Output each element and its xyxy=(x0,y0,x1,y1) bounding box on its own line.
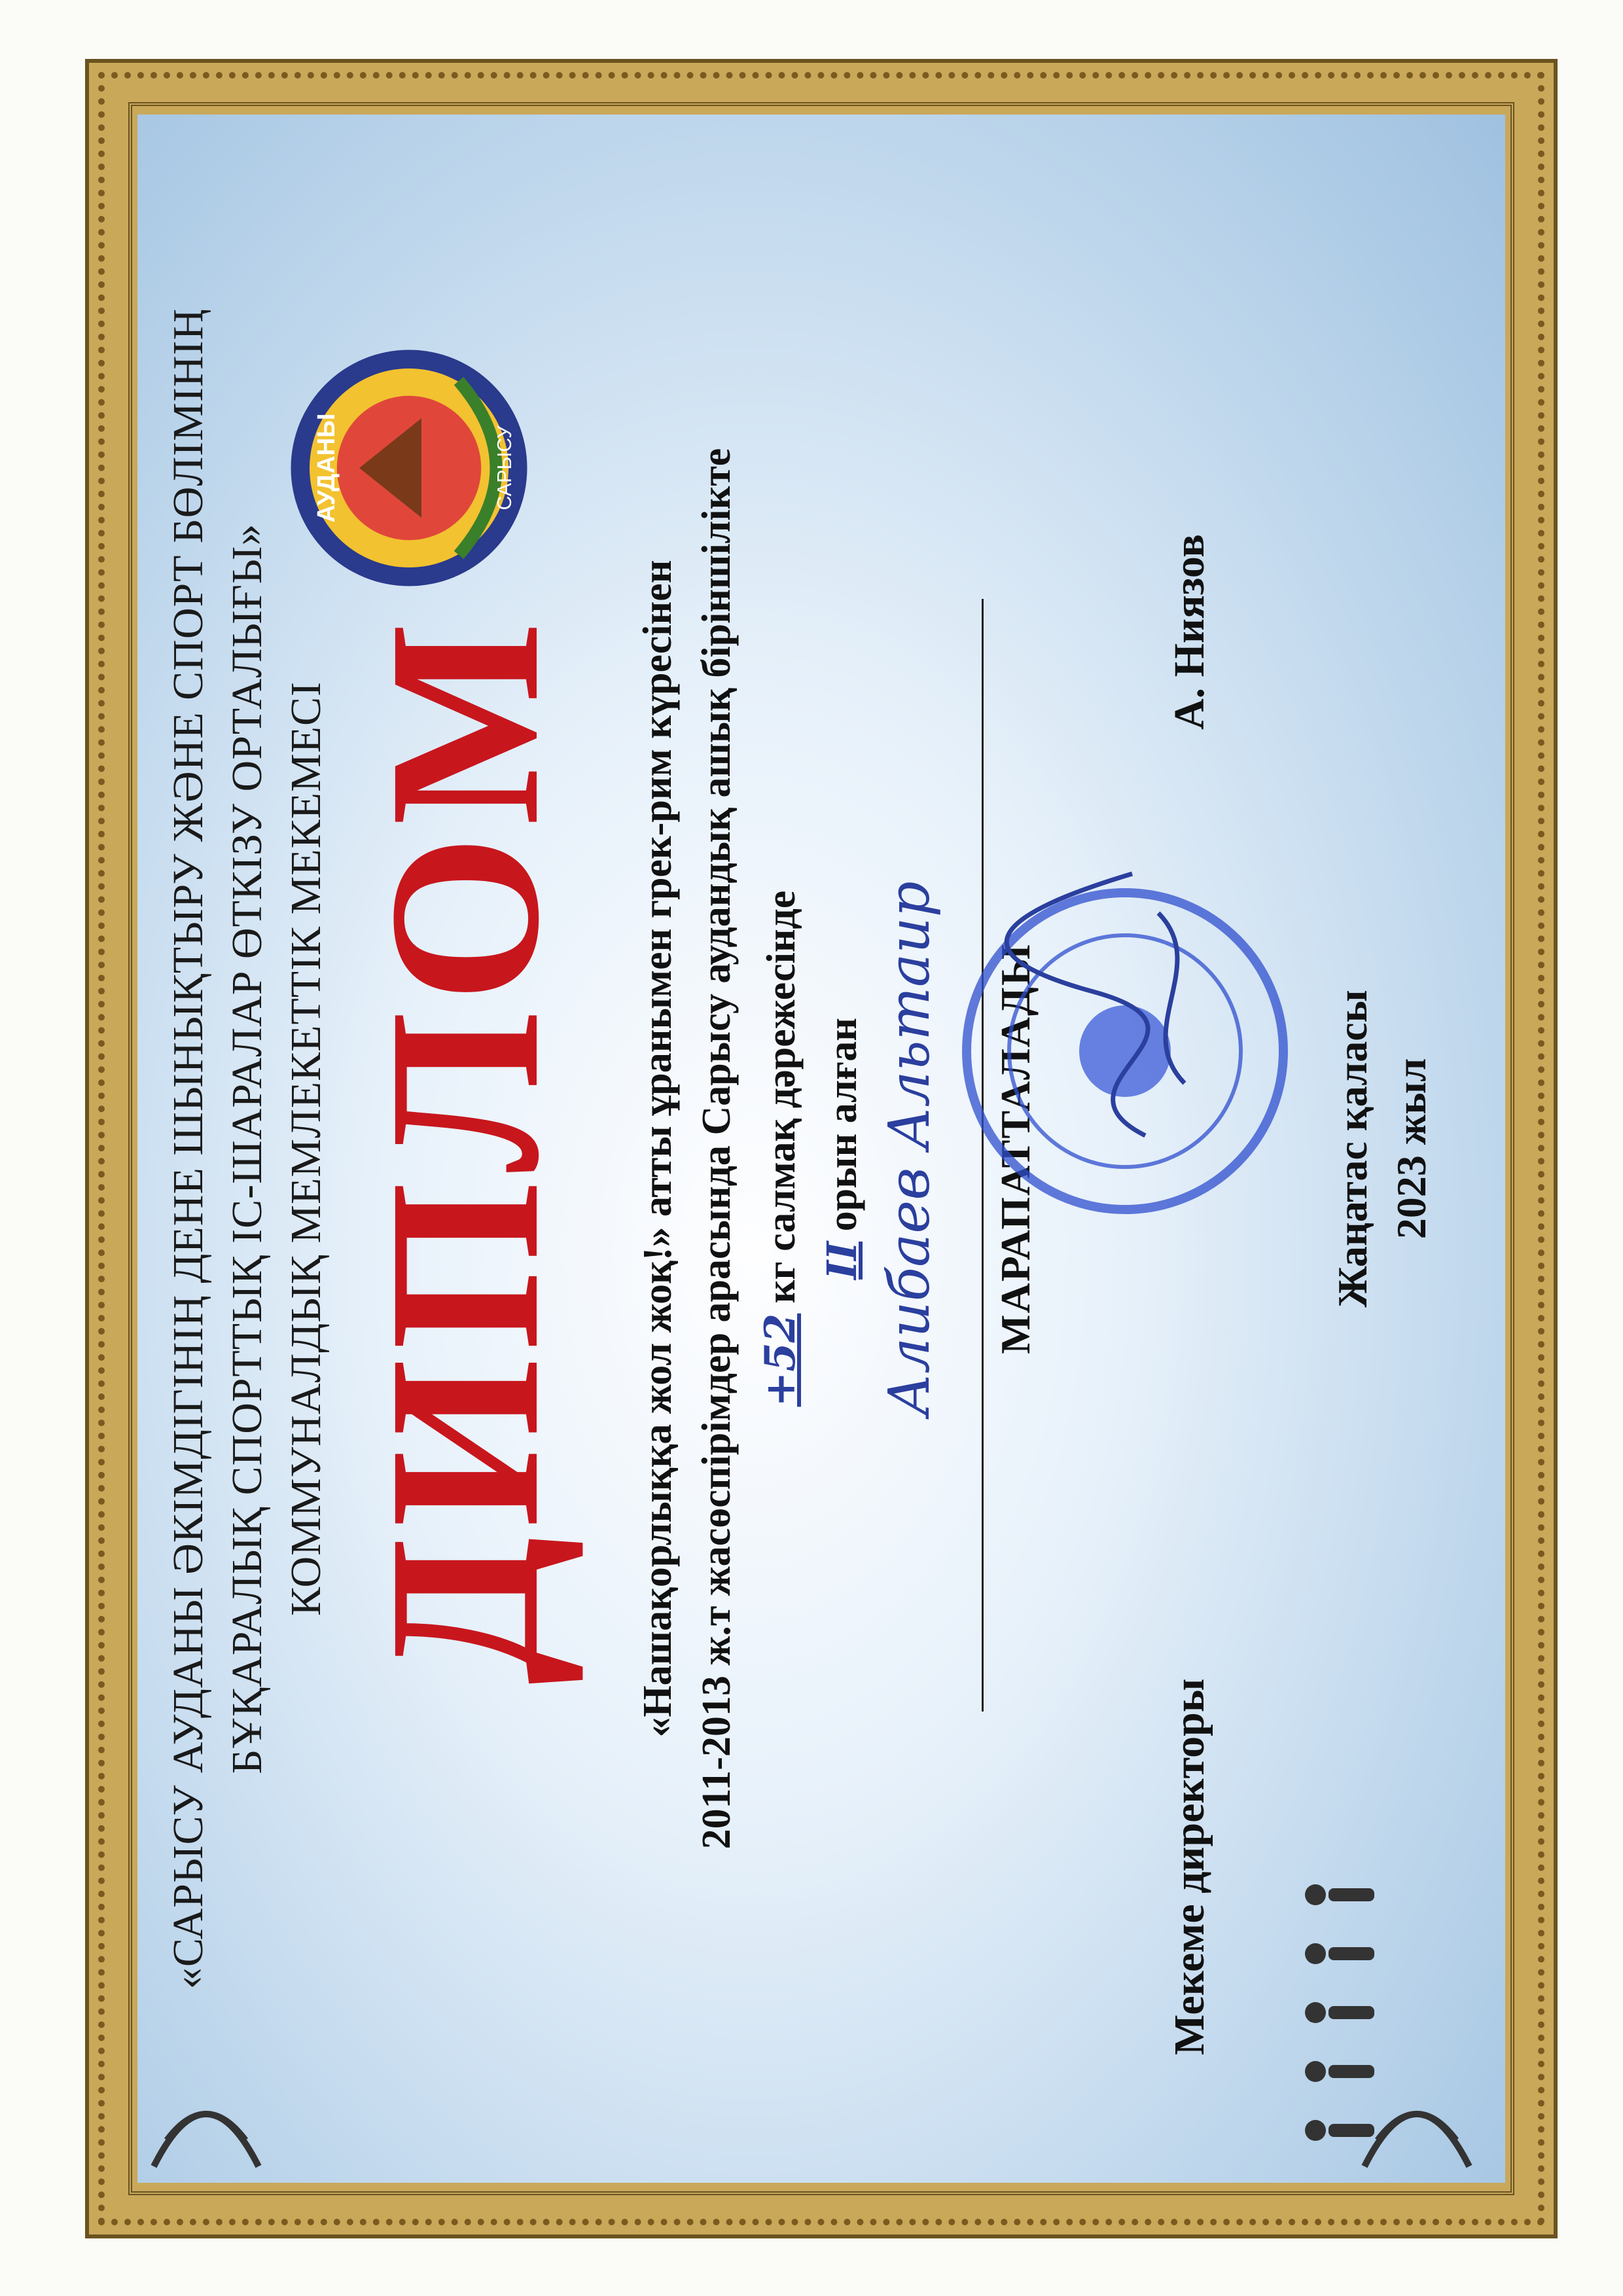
diploma-title: ДИПЛОМ xyxy=(345,612,584,1685)
header-line-3: КОММУНАЛДЫҚ МЕМЛЕКЕТТІК МЕКЕМЕСІ xyxy=(282,681,330,1616)
body-line-1: «Нашақорлыққа жол жоқ!» атты ұранымен грек-рим күресінен xyxy=(635,560,680,1738)
header-line-2: БҰҚАРАЛЫҚ СПОРТТЫҚ ІС-ШАРАЛАР ӨТКІЗУ ОРТАЛЫҒЫ» xyxy=(223,523,271,1774)
director-name: А. Ниязов xyxy=(1166,534,1213,730)
weight-line xyxy=(756,115,805,2183)
diploma-content xyxy=(137,115,1505,2183)
emblem-text-top: АУДАНЫ xyxy=(313,413,340,523)
weight-value-handwritten: +52 xyxy=(756,1313,805,1407)
city: Жаңатас қаласы xyxy=(1329,990,1376,1308)
body-line-2: 2011-2013 ж.т жасөспірімдер арасында Сарысу аудандық ашық біріншілікте xyxy=(694,448,739,1850)
awarded-text: МАРАПАТТАЛАДЫ xyxy=(992,943,1039,1354)
director-role: Мекеме директоры xyxy=(1166,1678,1213,2055)
header-line-1: «САРЫСУ АУДАНЫ ӘКІМДІГІНІҢ ДЕНЕ ШЫНЫҚТЫРУ ЖӘНЕ СПОРТ БӨЛІМІНІҢ xyxy=(164,308,212,1990)
recipient-handwritten: Алибаев Альтаир xyxy=(877,881,942,1416)
weight-suffix: кг салмақ дәрежесінде xyxy=(759,890,804,1304)
handwritten-signature xyxy=(962,848,1289,1162)
place-suffix: орын алған xyxy=(821,1018,865,1232)
recipient-line xyxy=(877,115,942,2183)
emblem-text-bottom: САРЫСУ xyxy=(493,425,516,511)
corner-ornament-bottom-left xyxy=(141,2049,272,2179)
year: 2023 жыл xyxy=(1388,1058,1435,1240)
district-emblem xyxy=(285,344,533,592)
place-line xyxy=(818,115,866,2183)
place-handwritten: II xyxy=(818,1241,866,1280)
corner-ornament-bottom-right xyxy=(1351,2049,1482,2179)
